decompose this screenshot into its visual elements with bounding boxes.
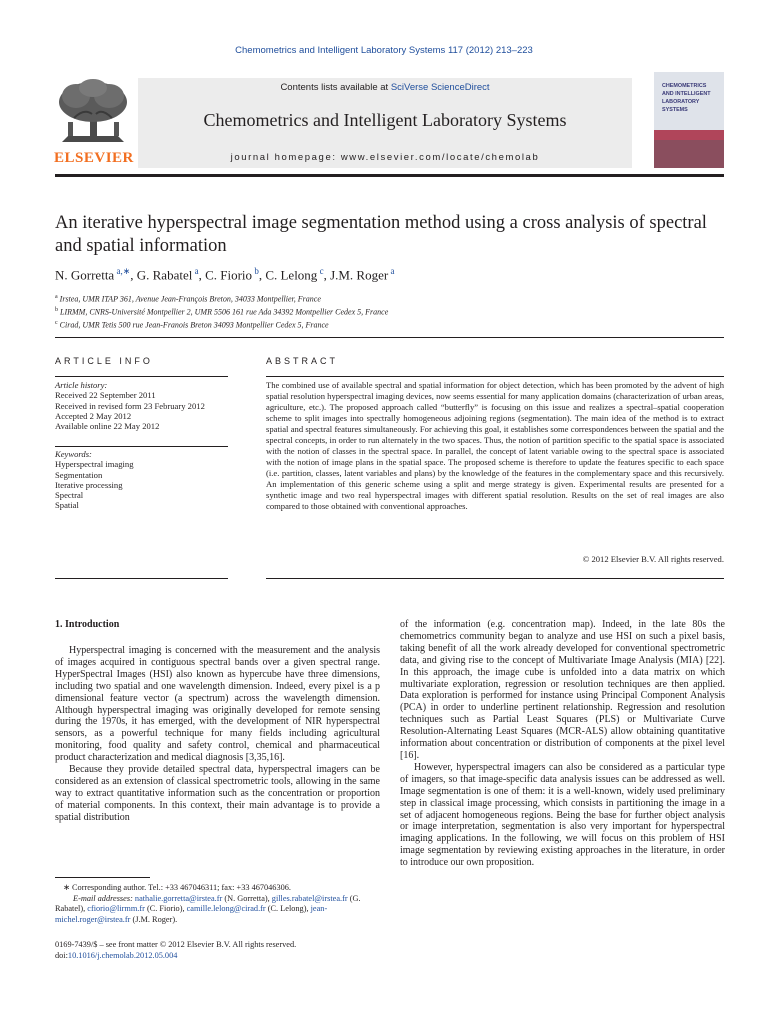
- keyword-item: Iterative processing: [55, 479, 123, 490]
- author-affiliation-mark[interactable]: c: [317, 266, 324, 276]
- body-paragraph: of the information (e.g. concentration map). Indeed, in the late 80s the chemometrics community began to analyze and use HSI on such a pixel basis, taking benefit of all the work already developed for conventional spectrometric data, and giving rise to the concept of Multivariate Image Analysis (MIA) [22]. In this approach, the image cube is unfolded into a data matrix on which multivariate exploration, regression or resolution techniques are then applied. Data exploration is performed for instance using Principal Component Analysis (PCA) in order to underline pertinent relationship. Regression and resolution techniques such as Partial Least Squares (PLS) or Multivariate Curve Resolution-Alternating Least Squares (MCR-ALS) allow obtaining quantitative information about concentration or distribution of components at the pixel level [16].: [400, 619, 725, 761]
- abstract-text: The combined use of available spectral and spatial information for object detection, which has been promoted by the advent of high spatial resolution hyperspectral imaging devices, now seems essential for many application domains (characterization of urban areas, agriculture, etc.). The proposed approach called “butterfly” is focusing on this issue and realizes a spectral–spatial cooperation scheme to split images into spectrally homogeneous adjoining regions (segmentation). The main idea of the method is to extract spatial and spectral features simultaneously. For achieving this goal, it establishes some correspondences between the spatial and the spectral concepts, in order to run alternately in the two spaces. Thus, the notion of partition specific to the spatial space is associated with the notion of classes in the spectral space. In parallel, the concept of latent variable owing to the spectral space is associated with the notion of image plans in the spatial space. The proposed scheme is therefore to update the features specific to each space (i.e. partition, classes, latent variables and plans) by the knowledge of the features in the complementary space and this recursively. An implementation of this generic scheme using a split and merge strategy is given. Experimental results are presented for a synthetic image and two real hyperspectral images with different spatial resolution. Results on the set of real images are also compared to those obtained with conventional approaches.: [266, 380, 724, 511]
- article-title: An iterative hyperspectral image segmentation method using a cross analysis of spectral and spatial information: [55, 213, 707, 256]
- contents-line: [138, 82, 632, 93]
- affiliation-text: LIRMM, CNRS-Université Montpellier 2, UMR 5506 161 rue Ada 34392 Montpellier Cedex 5, France: [58, 307, 389, 317]
- author-affiliation-mark[interactable]: a: [388, 266, 395, 276]
- keyword-item: Spatial: [55, 500, 79, 511]
- author-separator: ,: [323, 267, 331, 283]
- affiliation-item: [55, 305, 724, 318]
- header-rule: [55, 174, 724, 177]
- article-history: [55, 380, 228, 431]
- doi-link[interactable]: 10.1016/j.chemolab.2012.05.004: [67, 951, 178, 960]
- affiliation-item: [55, 318, 724, 331]
- keywords-block: [55, 449, 228, 511]
- introduction-heading: 1. Introduction: [55, 619, 120, 630]
- email-link[interactable]: jean-michel.roger@irstea.fr: [55, 904, 328, 924]
- email-label: E-mail addresses:: [73, 893, 135, 903]
- email-link[interactable]: nathalie.gorretta@irstea.fr: [134, 893, 223, 903]
- cover-band: [654, 130, 724, 140]
- affiliation-mark: c: [55, 320, 58, 327]
- author-name: J.M. Roger: [330, 267, 389, 283]
- contents-prefix: Contents lists available at: [280, 82, 391, 93]
- body-column-right: [400, 619, 725, 869]
- journal-masthead: [138, 78, 632, 168]
- email-owner: (J.M. Roger).: [130, 914, 178, 924]
- email-link[interactable]: gilles.rabatel@irstea.fr: [271, 893, 348, 903]
- body-paragraph: Because they provide detailed spectral data, hyperspectral imagers can be considered as an extension of classical spectrometric tools, allowing in the same way to extract quantitative information such as the concentration or proportion of material components. In this context, their main advantage is to provide a spatial distribution: [55, 764, 380, 823]
- body-paragraph: Hyperspectral imaging is concerned with the measurement and the analysis of images acquired in contiguous spectral bands over a given spectral range. HyperSpectral Images (HSI) also known as hypercube have three dimensions, including two spatial and one wavelength dimension. Indeed, every pixel is a p dimensional feature vector (a spectrum) across the wavelength dimension. Although hyperspectral imaging was originally developed for remote sensing during the 1970s, it has emerged, with the development of NIR hyperspectral sensors, as a powerful technique for many fields including agricultural monitoring, food quality and safety control, chemical and pharmaceutical product characterization and medical diagnosis [3,35,16].: [55, 645, 380, 764]
- keyword-item: Segmentation: [55, 469, 103, 480]
- homepage-prefix: journal homepage:: [230, 152, 341, 163]
- homepage-line: [138, 152, 632, 163]
- history-item: Received 22 September 2011: [55, 390, 156, 401]
- affiliation-list: [55, 292, 724, 331]
- author-affiliation-mark[interactable]: a,∗: [114, 266, 131, 276]
- section-rule: [55, 337, 724, 338]
- affiliation-mark: b: [55, 307, 58, 314]
- cover-bottom: [654, 140, 724, 168]
- cover-title-line: LABORATORY: [662, 99, 700, 105]
- cover-title-line: AND INTELLIGENT: [662, 91, 711, 97]
- journal-title: Chemometrics and Intelligent Laboratory Systems: [203, 110, 567, 130]
- author-name: N. Gorretta: [55, 267, 115, 283]
- body-column-left: [55, 645, 380, 824]
- email-owner: (N. Gorretta),: [222, 893, 272, 903]
- email-owner: (G. Rabatel),: [55, 893, 361, 914]
- author-separator: ,: [130, 267, 137, 283]
- author-name: C. Lelong: [265, 267, 318, 283]
- cover-title: [662, 82, 722, 114]
- history-label: Article history:: [55, 380, 108, 390]
- abstract-copyright: © 2012 Elsevier B.V. All rights reserved.: [582, 554, 724, 564]
- article-info-rule: [55, 578, 228, 579]
- keyword-item: Hyperspectral imaging: [55, 459, 134, 470]
- author-affiliation-mark[interactable]: a: [192, 266, 199, 276]
- journal-citation[interactable]: Chemometrics and Intelligent Laboratory Systems 117 (2012) 213–223: [235, 45, 533, 56]
- history-item: Available online 22 May 2012: [55, 421, 160, 432]
- affiliation-text: Irstea, UMR ITAP 361, Avenue Jean-François Breton, 34033 Montpellier, France: [57, 294, 321, 304]
- corresponding-author-note: ∗ Corresponding author. Tel.: +33 467046311; fax: +33 467046306.: [63, 883, 291, 892]
- doi-line: [55, 950, 380, 961]
- abstract-heading: ABSTRACT: [266, 356, 339, 366]
- abstract-rule: [266, 578, 724, 579]
- doi-prefix: doi:: [55, 951, 68, 960]
- author-name: G. Rabatel: [136, 267, 193, 283]
- history-item: Accepted 2 May 2012: [55, 410, 132, 421]
- author-list: [55, 266, 724, 283]
- cover-title-line: SYSTEMS: [662, 107, 688, 113]
- author-affiliation-mark[interactable]: b: [252, 266, 259, 276]
- email-owner: (C. Lelong),: [265, 904, 311, 914]
- author-separator: ,: [198, 267, 206, 283]
- email-link[interactable]: cfiorio@lirmm.fr: [87, 904, 145, 914]
- email-owner: (C. Fiorio),: [144, 904, 187, 914]
- sciencedirect-link[interactable]: SciVerse ScienceDirect: [390, 82, 490, 93]
- elsevier-wordmark: ELSEVIER: [54, 150, 134, 166]
- article-info-rule: [55, 376, 228, 377]
- author-name: C. Fiorio: [205, 267, 253, 283]
- affiliation-text: Cirad, UMR Tetis 500 rue Jean-Franois Breton 34093 Montpellier Cedex 5, France: [57, 320, 329, 330]
- keywords-label: Keywords:: [55, 449, 92, 459]
- body-paragraph: However, hyperspectral imagers can also be considered as a particular type of imagers, so that image-specific data analysis issues can be addressed as well. Image segmentation is one of them: it is a well-known, widely used preliminary step in classical image processing, which consists in partitioning the image in a set of adjacent homogeneous regions. Being the base for further object analysis or image interpretation, segmentation is also very important for hyperspectral imaging applications. In the following, we will focus on this problem of HSI image segmentation by reviewing existing approaches in the literature, in order to introduce our own proposition.: [400, 761, 725, 869]
- keyword-item: Spectral: [55, 490, 84, 501]
- affiliation-item: [55, 292, 724, 305]
- front-matter: [55, 939, 380, 961]
- email-addresses: [55, 894, 380, 926]
- issn-line: 0169-7439/$ – see front matter © 2012 Elsevier B.V. All rights reserved.: [55, 940, 297, 949]
- history-list: [55, 390, 228, 431]
- email-link[interactable]: camille.lelong@cirad.fr: [186, 904, 266, 914]
- abstract-rule: [266, 376, 724, 377]
- cover-title-line: CHEMOMETRICS: [662, 83, 707, 89]
- article-info-rule: [55, 446, 228, 447]
- footnote: [55, 883, 380, 925]
- keyword-list: [55, 459, 228, 510]
- affiliation-mark: a: [55, 294, 58, 300]
- author-separator: ,: [258, 267, 266, 283]
- homepage-url[interactable]: www.elsevier.com/locate/chemolab: [340, 152, 540, 163]
- article-info-heading: ARTICLE INFO: [55, 356, 153, 366]
- journal-cover-image[interactable]: [654, 72, 724, 168]
- history-item: Received in revised form 23 February 2012: [55, 400, 205, 411]
- footnote-rule: [55, 877, 150, 878]
